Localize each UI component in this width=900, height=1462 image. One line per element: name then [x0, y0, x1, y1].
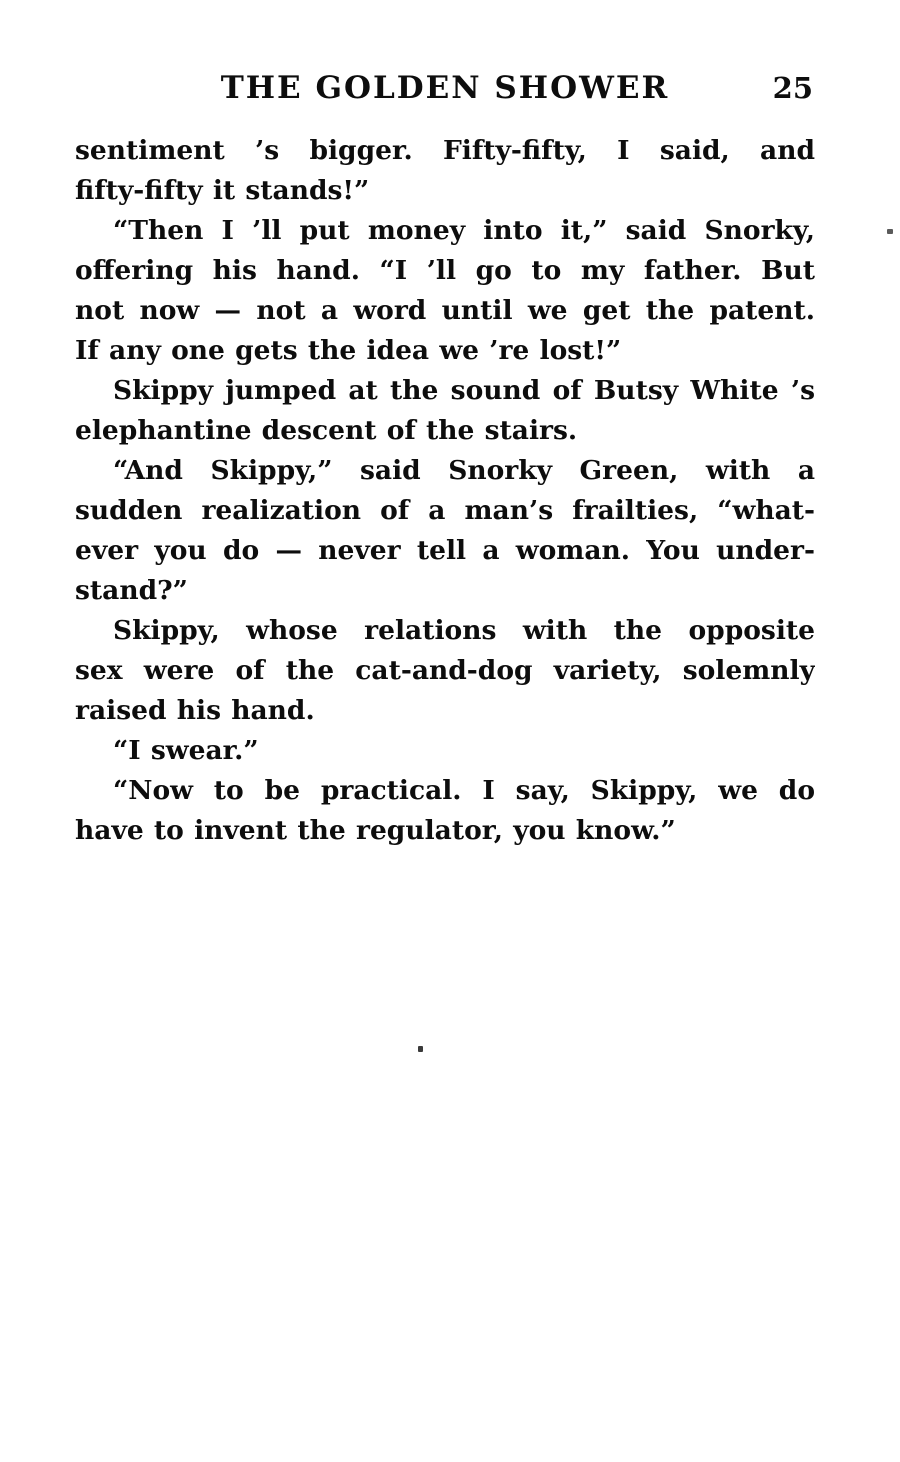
ink-speck	[887, 229, 893, 234]
text-line: “Then I ’ll put money into it,” said Snorky,	[113, 215, 815, 246]
text-line: “And Skippy,” said Snorky Green, with a	[113, 455, 815, 486]
text-line: fifty-fifty it stands!”	[75, 175, 370, 206]
text-line: not now — not a word until we get the patent.	[75, 295, 815, 326]
text-block	[75, 131, 815, 851]
text-line: sentiment ’s bigger. Fifty-fifty, I said, and	[75, 135, 815, 166]
text-line: ever you do — never tell a woman. You under-	[75, 535, 815, 566]
ink-speck	[418, 1046, 423, 1052]
text-line: sudden realization of a man’s frailties, “what-	[75, 495, 815, 526]
text-line: sex were of the cat-and-dog variety, solemnly	[75, 655, 815, 686]
text-line: “I swear.”	[113, 735, 259, 766]
running-title: THE GOLDEN SHOWER	[220, 70, 670, 106]
page-number: 25	[772, 71, 813, 105]
text-line: elephantine descent of the stairs.	[75, 415, 578, 446]
page-header	[75, 70, 815, 110]
text-line: If any one gets the idea we ’re lost!”	[75, 335, 622, 366]
text-line: Skippy jumped at the sound of Butsy White ’s	[113, 375, 815, 406]
text-line: “Now to be practical. I say, Skippy, we do	[113, 775, 815, 806]
text-line: stand?”	[75, 575, 188, 606]
text-line: offering his hand. “I ’ll go to my father. But	[75, 255, 815, 286]
text-line: have to invent the regulator, you know.”	[75, 815, 676, 846]
text-line: Skippy, whose relations with the opposite	[113, 615, 815, 646]
text-line: raised his hand.	[75, 695, 315, 726]
